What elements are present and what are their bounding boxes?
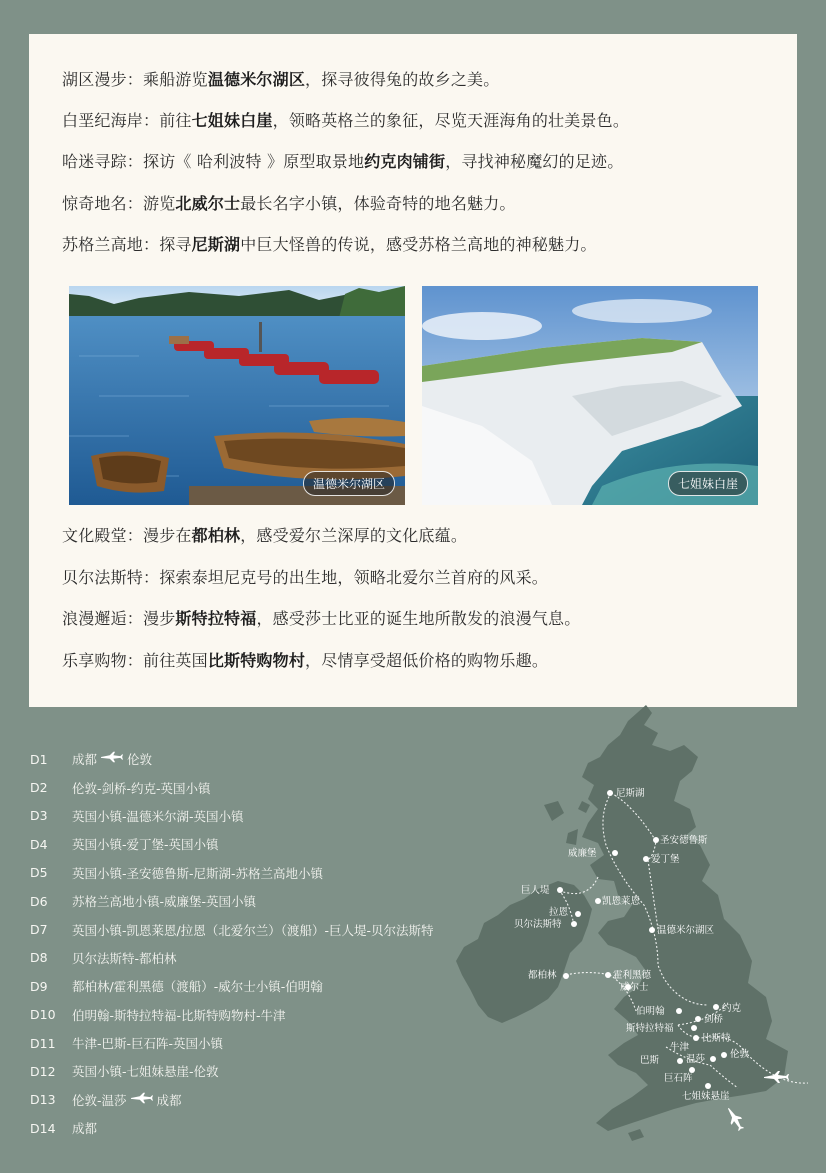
day-number: D8 — [30, 950, 48, 966]
highlight-line — [62, 152, 623, 172]
highlight-label: 苏格兰高地： — [62, 235, 160, 254]
highlight-label: 湖区漫步： — [62, 70, 144, 89]
map-label-oxford: 牛津 — [670, 1042, 690, 1053]
highlight-text: ，感受莎士比亚的诞生地所散发的浪漫气息。 — [256, 609, 581, 628]
itinerary-day — [30, 915, 510, 943]
day-route: 英国小镇-七姐妹悬崖-伦敦 — [72, 1064, 219, 1080]
day-number: D13 — [30, 1092, 56, 1108]
highlight-line — [62, 526, 467, 546]
highlight-bold: 比斯特购物村 — [207, 651, 306, 670]
itinerary-day — [30, 773, 510, 801]
map-label-seven-sisters: 七姐妹悬崖 — [682, 1091, 730, 1102]
day-route: 英国小镇-凯恩莱恩/拉恩（北爱尔兰）（渡船）-巨人堤-贝尔法斯特 — [72, 922, 434, 938]
highlight-text: 前往 — [159, 111, 192, 130]
highlight-label: 贝尔法斯特： — [62, 568, 160, 587]
itinerary-day — [30, 944, 510, 972]
day-route: 伯明翰-斯特拉特福-比斯特购物村-牛津 — [72, 1007, 286, 1023]
map-label-stratford: 斯特拉特福 — [626, 1023, 674, 1034]
highlight-label: 浪漫邂逅： — [62, 609, 144, 628]
map-label-st-andrews: 圣安德鲁斯 — [660, 835, 708, 846]
itinerary-day — [30, 972, 510, 1000]
map-label-cairnryan: 凯恩莱恩 — [602, 896, 641, 907]
highlight-line — [62, 651, 548, 671]
map-label-cambridge: 剑桥 — [704, 1014, 724, 1025]
map-label-bath: 巴斯 — [640, 1055, 660, 1066]
highlight-bold: 都柏林 — [191, 526, 241, 545]
day-route: 牛津-巴斯-巨石阵-英国小镇 — [72, 1036, 224, 1052]
itinerary-day — [30, 859, 510, 887]
itinerary-day — [30, 1057, 510, 1085]
highlight-line — [62, 194, 516, 214]
highlight-bold: 北威尔士 — [175, 194, 241, 213]
plane-icon — [131, 1092, 153, 1108]
map-label-dublin: 都柏林 — [528, 970, 557, 981]
day-route: 贝尔法斯特-都柏林 — [72, 950, 177, 966]
highlight-text: 前往英国 — [143, 651, 208, 670]
highlight-text: 探访《 哈利波特 》原型取景地 — [143, 152, 365, 171]
map-label-edinburgh: 爱丁堡 — [651, 854, 680, 865]
map-label-windsor: 温莎 — [686, 1054, 706, 1065]
highlight-text: ，尽情享受超低价格的购物乐趣。 — [305, 651, 549, 670]
highlight-line — [62, 609, 580, 629]
day-number: D1 — [30, 751, 48, 767]
day-route: 伦敦-温莎 — [72, 1092, 127, 1108]
plane-icon — [724, 1105, 747, 1133]
day-route: 英国小镇-爱丁堡-英国小镇 — [72, 837, 219, 853]
map-label-belfast: 贝尔法斯特 — [514, 919, 562, 930]
day-route: 伦敦-剑桥-约克-英国小镇 — [72, 780, 211, 796]
day-route: 英国小镇-圣安德鲁斯-尼斯湖-苏格兰高地小镇 — [72, 865, 324, 881]
highlight-label: 哈迷寻踪： — [62, 152, 144, 171]
itinerary-day — [30, 802, 510, 830]
map-label-larne: 拉恩 — [549, 907, 569, 918]
highlight-line — [62, 70, 499, 90]
day-number: D4 — [30, 836, 48, 852]
day-route: 成都 — [72, 752, 98, 768]
highlight-label: 白垩纪海岸： — [62, 111, 160, 130]
highlight-text: ，感受爱尔兰深厚的文化底蕴。 — [240, 526, 468, 545]
itinerary-list — [30, 745, 510, 1142]
itinerary-day — [30, 1029, 510, 1057]
highlights-card — [29, 34, 797, 707]
day-number: D11 — [30, 1035, 56, 1051]
highlight-text: 探索泰坦尼克号的出生地，领略北爱尔兰首府的风采。 — [159, 568, 549, 587]
map-label-fort-william: 威廉堡 — [568, 848, 597, 859]
itinerary-day — [30, 745, 510, 773]
highlight-bold: 约克肉铺街 — [364, 152, 446, 171]
highlight-text: 探寻 — [159, 235, 192, 254]
highlight-text: 乘船游览 — [143, 70, 208, 89]
day-number: D6 — [30, 893, 48, 909]
highlight-text: ，领略英格兰的象征，尽览天涯海角的壮美景色。 — [272, 111, 630, 130]
highlight-text: 漫步在 — [143, 526, 192, 545]
day-destination: 伦敦 — [127, 752, 153, 768]
photo-caption: 温德米尔湖区 — [303, 471, 395, 496]
highlight-bold: 斯特拉特福 — [175, 609, 257, 628]
itinerary-day — [30, 887, 510, 915]
map-label-london: 伦敦 — [730, 1049, 750, 1060]
map-label-wales: 威尔士 — [620, 982, 649, 993]
highlight-bold: 尼斯湖 — [191, 235, 241, 254]
day-number: D12 — [30, 1063, 56, 1079]
itinerary-day — [30, 1114, 510, 1142]
day-route: 苏格兰高地小镇-威廉堡-英国小镇 — [72, 894, 257, 910]
highlight-label: 文化殿堂： — [62, 526, 144, 545]
highlight-label: 乐享购物： — [62, 651, 144, 670]
day-number: D9 — [30, 978, 48, 994]
highlight-text: 中巨大怪兽的传说，感受苏格兰高地的神秘魅力。 — [240, 235, 597, 254]
day-route: 成都 — [72, 1121, 98, 1137]
photo-seven-sisters — [422, 286, 758, 505]
day-number: D2 — [30, 780, 48, 796]
route-map — [448, 705, 826, 1173]
highlight-bold: 温德米尔湖区 — [207, 70, 306, 89]
map-label-nessie: 尼斯湖 — [616, 788, 645, 799]
highlight-text: 最长名字小镇，体验奇特的地名魅力。 — [240, 194, 516, 213]
map-label-stonehenge: 巨石阵 — [664, 1073, 693, 1084]
highlight-text: ，探寻彼得兔的故乡之美。 — [305, 70, 500, 89]
highlight-line — [62, 568, 548, 588]
highlight-text: 游览 — [143, 194, 176, 213]
highlight-line — [62, 111, 629, 131]
photo-caption: 七姐妹白崖 — [668, 471, 748, 496]
highlight-text: 漫步 — [143, 609, 176, 628]
highlight-text: ，寻找神秘魔幻的足迹。 — [445, 152, 624, 171]
day-number: D14 — [30, 1120, 56, 1136]
map-label-windermere: 温德米尔湖区 — [657, 925, 715, 936]
map-label-york: 约克 — [722, 1003, 742, 1014]
itinerary-day — [30, 1086, 510, 1114]
map-label-birmingham: 伯明翰 — [636, 1006, 665, 1017]
day-destination: 成都 — [156, 1092, 182, 1108]
map-label-holyhead: 霍利黑德 — [613, 970, 652, 981]
day-route: 都柏林/霍利黑德（渡船）-威尔士小镇-伯明翰 — [72, 979, 323, 995]
map-label-giants-causeway: 巨人堤 — [521, 885, 550, 896]
highlight-bold: 七姐妹白崖 — [191, 111, 273, 130]
map-label-bicester: 比斯特 — [702, 1033, 731, 1044]
uk-ireland-map — [448, 705, 826, 1169]
itinerary-day — [30, 1001, 510, 1029]
day-number: D5 — [30, 865, 48, 881]
itinerary-day — [30, 830, 510, 858]
day-number: D7 — [30, 922, 48, 938]
highlight-line — [62, 235, 597, 255]
photo-windermere — [69, 286, 405, 505]
plane-icon — [101, 751, 123, 767]
day-route: 英国小镇-温德米尔湖-英国小镇 — [72, 808, 244, 824]
day-number: D10 — [30, 1007, 56, 1023]
highlight-label: 惊奇地名： — [62, 194, 144, 213]
day-number: D3 — [30, 808, 48, 824]
